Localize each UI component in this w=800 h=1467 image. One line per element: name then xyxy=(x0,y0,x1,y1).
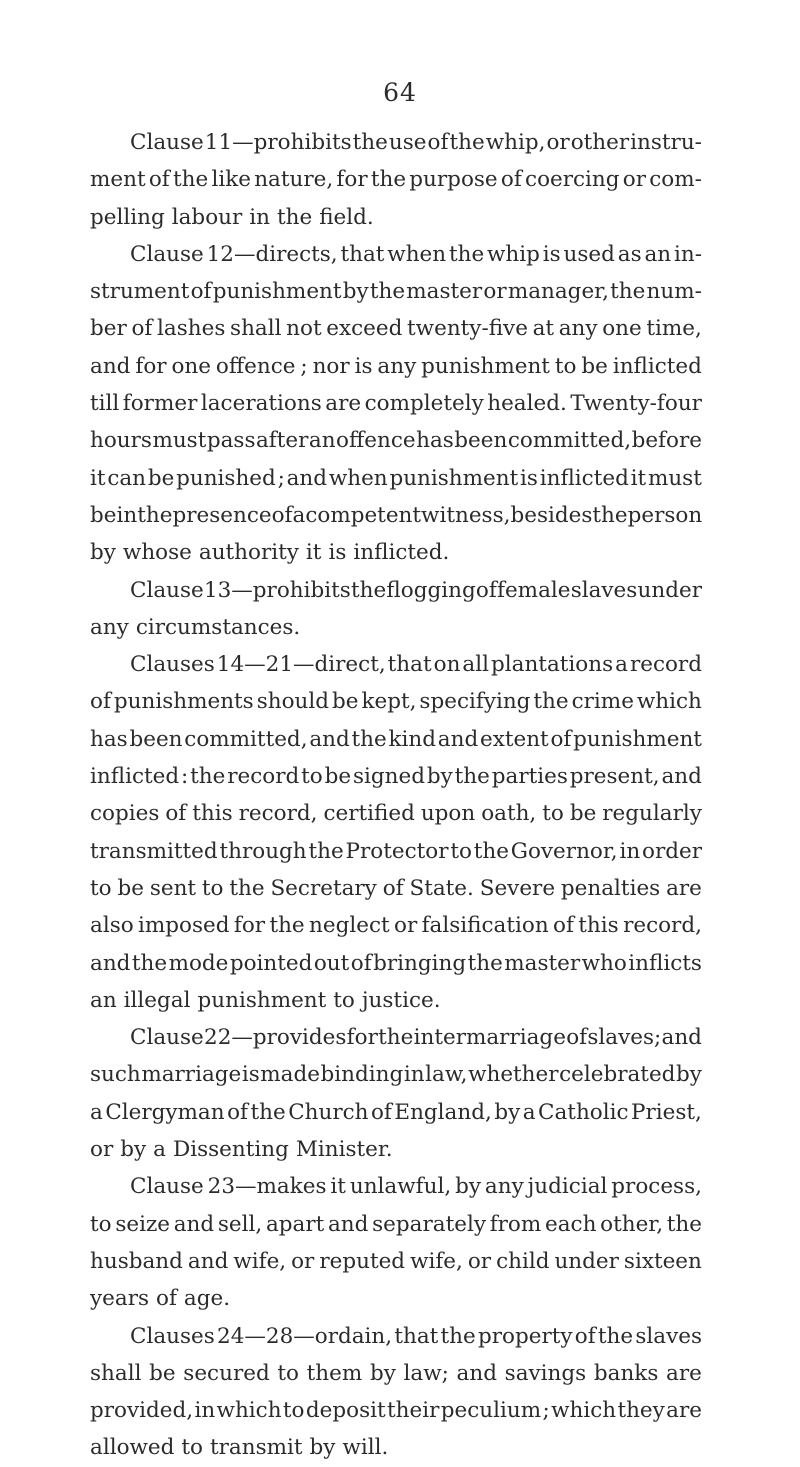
text-line: Clause 22—provides for the intermarriage of slaves; and xyxy=(130,1025,702,1051)
text-line: and the mode pointed out of bringing the master who inflicts xyxy=(90,950,702,976)
text-line: husband and wife, or reputed wife, or child under sixteen xyxy=(90,1248,702,1274)
text-line: pelling labour in the field. xyxy=(90,204,374,230)
text-line: hours must pass after an offence has been committed, before xyxy=(90,428,702,454)
text-line: copies of this record, certified upon oath, to be regularly xyxy=(90,801,702,827)
text-line: till former lacerations are completely healed. Twenty-four xyxy=(90,391,702,417)
text-line: an illegal punishment to justice. xyxy=(90,987,441,1013)
text-line: or by a Dissenting Minister. xyxy=(90,1137,393,1163)
text-line: by whose authority it is inflicted. xyxy=(90,540,450,566)
text-line: Clause 13—prohibits the flogging of female slaves under xyxy=(130,577,702,603)
page-number: 64 xyxy=(383,78,417,107)
text-line: ment of the like nature, for the purpose of coercing or com- xyxy=(90,167,702,193)
text-line: and for one offence ; nor is any punishment to be inflicted xyxy=(90,353,702,379)
text-line: such marriage is made binding in law, whether celebrated by xyxy=(90,1062,702,1088)
text-line: years of age. xyxy=(90,1286,231,1312)
text-line: it can be punished ; and when punishment is inflicted it must xyxy=(90,465,702,491)
text-line: shall be secured to them by law; and savings banks are xyxy=(90,1360,702,1386)
text-line: Clauses 24—28—ordain, that the property of the slaves xyxy=(130,1323,702,1349)
text-line: ber of lashes shall not exceed twenty-five at any one time, xyxy=(90,316,702,342)
text-line: has been committed, and the kind and extent of punishment xyxy=(90,726,702,752)
text-line: allowed to transmit by will. xyxy=(90,1435,389,1461)
text-line: Clause 23—makes it unlawful, by any judicial process, xyxy=(130,1174,702,1200)
text-line: inflicted : the record to be signed by the parties present, and xyxy=(90,764,702,790)
text-line: Clause 12—directs, that when the whip is used as an in- xyxy=(130,241,702,267)
text-line: a Clergyman of the Church of England, by a Catholic Priest, xyxy=(90,1099,702,1125)
text-line: be in the presence of a competent witness, besides the person xyxy=(90,502,703,528)
text-line: provided, in which to deposit their peculium ; which they are xyxy=(90,1398,702,1424)
text-line: of punishments should be kept, specifying the crime which xyxy=(90,689,702,715)
text-line: to be sent to the Secretary of State. Severe penalties are xyxy=(90,875,702,901)
text-line: any circumstances. xyxy=(90,614,301,640)
body-text xyxy=(90,124,702,1467)
text-line: Clauses 14—21—direct, that on all plantations a record xyxy=(130,652,702,678)
text-line: Clause 11—prohibits the use of the whip, or other instru- xyxy=(130,130,702,155)
text-line: also imposed for the neglect or falsification of this record, xyxy=(90,913,702,939)
text-line: transmitted through the Protector to the Governor, in order xyxy=(90,838,702,864)
text-line: strument of punishment by the master or manager, the num- xyxy=(90,279,702,305)
text-line: to seize and sell, apart and separately from each other, the xyxy=(90,1211,702,1237)
